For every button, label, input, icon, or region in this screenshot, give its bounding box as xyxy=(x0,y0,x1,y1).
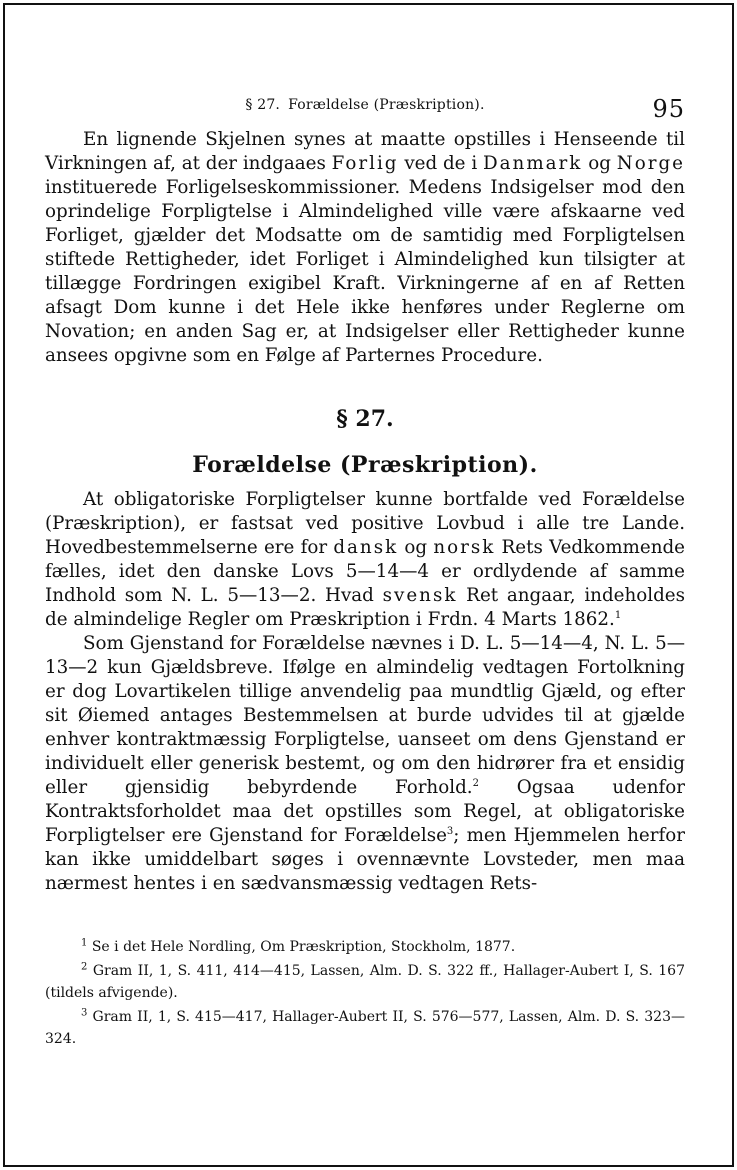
spaced-term: Danmark xyxy=(482,153,583,174)
text-run: Rets Vedkommende fælles, idet den danske Lovs 5—14—4 er ordlydende af samme Indhold som N. L. 5—13—2. Hvad xyxy=(45,537,685,606)
text-run: En lignende Skjelnen synes at maatte opstilles i Henseende til Virkningen af, at der indgaaes xyxy=(45,129,685,174)
spaced-term: dansk xyxy=(333,537,399,558)
footnote xyxy=(45,960,685,1004)
footnotes xyxy=(45,936,685,1050)
footnote-mark: 1 xyxy=(81,937,88,949)
text-run: ; men Hjemmelen herfor kan ikke umiddelbart søges i ovennævnte Lovsteder, men maa nærmest hentes i en sædvansmæssig vedtagen Rets- xyxy=(45,825,685,894)
text-run: ved de i xyxy=(398,153,483,174)
spaced-term: norsk xyxy=(433,537,496,558)
footnote-ref: 2 xyxy=(472,777,479,789)
footnote-text: Gram II, 1, S. 411, 414—415, Lassen, Alm. D. S. 322 ff., Hallager-Aubert I, S. 167 (tildels afvigende). xyxy=(45,963,685,1001)
spaced-term: Forlig xyxy=(331,153,399,174)
spaced-term: svensk xyxy=(382,585,458,606)
body-paragraph-2 xyxy=(45,632,685,896)
text-run: og xyxy=(398,537,434,558)
text-run: Ret angaar, indeholdes de almindelige Regler om Præskription i Frdn. 4 Marts 1862. xyxy=(45,585,686,630)
page-content xyxy=(45,97,685,1052)
spaced-term: Norge xyxy=(616,153,685,174)
section-number: § 27. xyxy=(336,406,394,432)
footnote-ref: 1 xyxy=(614,609,622,621)
page-number: 95 xyxy=(652,95,685,123)
footnote xyxy=(45,1006,685,1050)
text-run: instituerede Forligelseskommissioner. Medens Indsigelser mod den oprindelige Forpligtelse i Almindelighed ville være afskaarne ved Forliget, gjælder det Modsatte om de samtidig med Forpligtelsen stiftede Rettigheder, idet Forliget i Almindelighed kun tilsigter at tillægge Fordringen exigibel Kraft. Virkningerne af en af Retten afsagt Dom kunne i det Hele ikke henføres under Reglerne om Novation; en anden Sag er, at Indsigelser eller Rettigheder kunne ansees opgivne som en Følge af Parternes Procedure. xyxy=(45,177,685,366)
running-head xyxy=(45,95,685,123)
intro-paragraph xyxy=(45,128,685,368)
text-run: Ogsaa udenfor Kontraktsforholdet maa det opstilles som Regel, at obligatoriske Forpligtelser ere Gjenstand for Forældelse xyxy=(45,777,685,846)
footnote-mark: 2 xyxy=(81,961,88,973)
text-run: At obligatoriske Forpligtelser kunne bortfalde ved Forældelse (Præskription), er fastsat ved positive Lovbud i alle tre Lande. Hovedbestemmelserne ere for xyxy=(45,489,685,558)
body-paragraph-1 xyxy=(45,488,685,632)
text-run: og xyxy=(582,153,617,174)
running-head-section: § 27. xyxy=(245,97,281,113)
footnote-text: Gram II, 1, S. 415—417, Hallager-Aubert II, S. 576—577, Lassen, Alm. D. S. 323—324. xyxy=(45,1009,685,1047)
section-title: Forældelse (Præskription). xyxy=(192,452,538,478)
footnote xyxy=(45,936,685,958)
footnote-mark: 3 xyxy=(81,1007,88,1019)
footnote-ref: 3 xyxy=(446,825,454,837)
text-run: Som Gjenstand for Forældelse nævnes i D. L. 5—14—4, N. L. 5—13—2 kun Gjældsbreve. Ifølge en almindelig vedtagen Fortolkning er dog Lovartikelen tillige anvendelig paa mundtlig Gjæld, og efter sit Øiemed antages Bestemmelsen at burde udvides til at gjælde enhver kontraktmæssig Forpligtelse, uanseet om dens Gjenstand er individuelt eller generisk bestemt, og om den hidrører fra et ensidig eller gjensidig bebyrdende Forhold. xyxy=(45,633,685,798)
section-heading xyxy=(45,406,685,478)
footnote-text: Se i det Hele Nordling, Om Præskription, Stockholm, 1877. xyxy=(87,939,516,955)
running-head-title: Forældelse (Præskription). xyxy=(288,97,485,113)
